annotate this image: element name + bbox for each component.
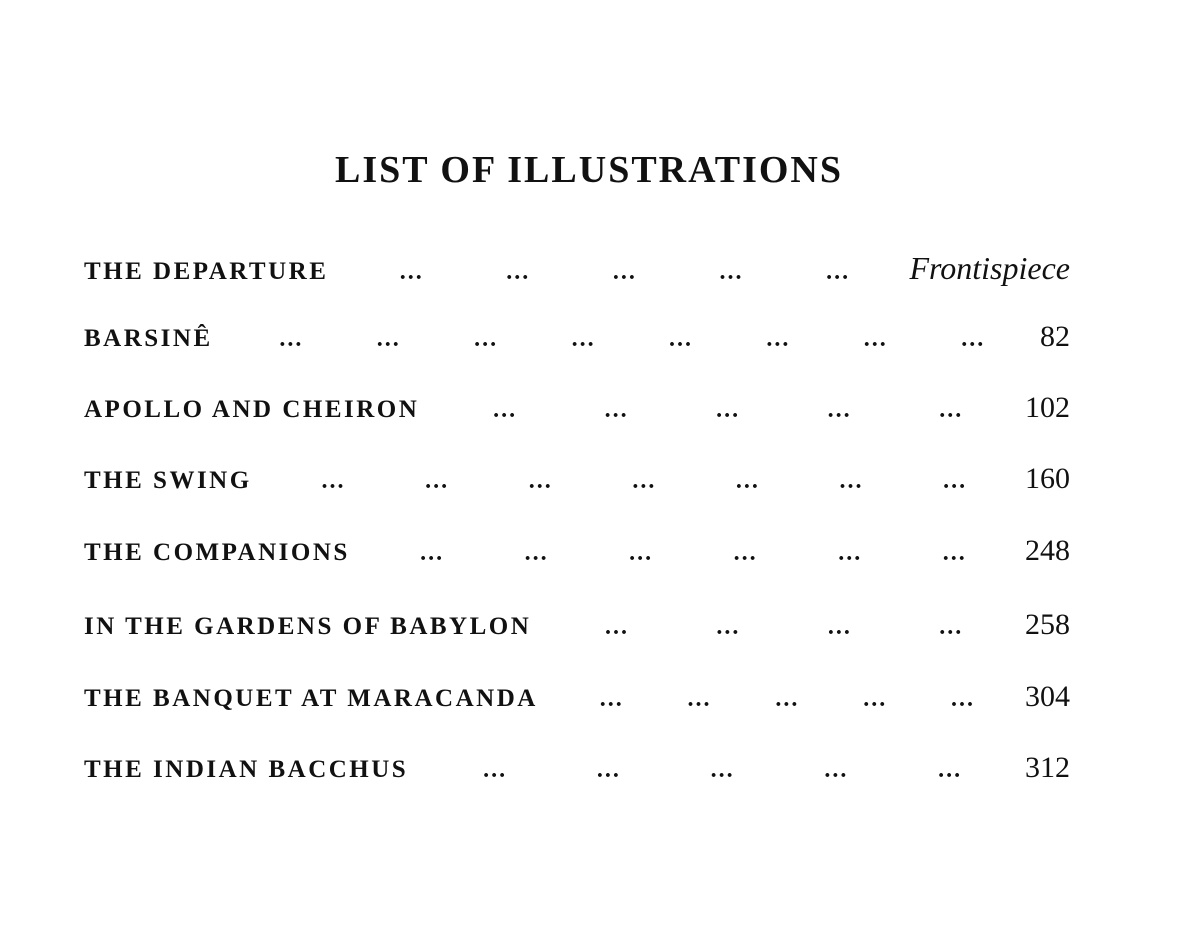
entry-page: 312 (1025, 751, 1070, 784)
dot-leader: ... (827, 614, 852, 640)
dot-leaders (328, 259, 909, 286)
page-title: LIST OF ILLUSTRATIONS (334, 149, 844, 191)
dot-leader: ... (863, 326, 888, 352)
dot-leader: ... (528, 468, 553, 494)
dot-leader: ... (632, 468, 657, 494)
entry-title: THE DEPARTURE (84, 258, 329, 285)
dot-leader: ... (839, 468, 864, 494)
dot-leader: ... (951, 686, 976, 712)
dot-leader: ... (321, 468, 346, 494)
entry-title: THE COMPANIONS (84, 539, 350, 566)
dot-leader: ... (425, 468, 450, 494)
entry-page: 102 (1025, 391, 1070, 424)
entry-page: 82 (1040, 320, 1070, 353)
dot-leaders (419, 397, 1025, 424)
dot-leaders (350, 540, 1025, 567)
list-item (84, 608, 1070, 648)
dot-leaders (408, 757, 1025, 784)
dot-leader: ... (506, 259, 531, 285)
entry-title: APOLLO AND CHEIRON (84, 396, 420, 423)
dot-leader: ... (961, 326, 986, 352)
entry-page: Frontispiece (909, 250, 1070, 286)
dot-leader: ... (826, 259, 851, 285)
dot-leader: ... (824, 757, 849, 783)
dot-leader: ... (943, 468, 968, 494)
dot-leader: ... (710, 757, 735, 783)
dot-leader: ... (668, 326, 693, 352)
dot-leader: ... (827, 397, 852, 423)
list-item (84, 462, 1070, 502)
dot-leader: ... (687, 686, 712, 712)
dot-leader: ... (716, 614, 741, 640)
dot-leader: ... (629, 540, 654, 566)
list-item (84, 534, 1070, 574)
entry-page: 248 (1025, 534, 1070, 567)
dot-leader: ... (524, 540, 549, 566)
dot-leaders (252, 468, 1025, 495)
dot-leader: ... (939, 614, 964, 640)
dot-leaders (213, 326, 1040, 353)
entry-title: THE SWING (84, 467, 252, 494)
list-item (84, 391, 1070, 431)
dot-leader: ... (733, 540, 758, 566)
entry-title: THE BANQUET AT MARACANDA (84, 685, 538, 712)
dot-leader: ... (775, 686, 800, 712)
dot-leader: ... (474, 326, 499, 352)
dot-leader: ... (719, 259, 744, 285)
dot-leader: ... (493, 397, 518, 423)
dot-leader: ... (716, 397, 741, 423)
entry-title: BARSINÊ (84, 325, 213, 352)
dot-leader: ... (483, 757, 508, 783)
dot-leader: ... (735, 468, 760, 494)
dot-leader: ... (599, 686, 624, 712)
list-item (84, 751, 1070, 791)
dot-leader: ... (279, 326, 304, 352)
dot-leader: ... (939, 397, 964, 423)
dot-leader: ... (376, 326, 401, 352)
entry-title: IN THE GARDENS OF BABYLON (84, 613, 532, 640)
dot-leader: ... (942, 540, 967, 566)
dot-leader: ... (838, 540, 863, 566)
entry-page: 160 (1025, 462, 1070, 495)
dot-leader: ... (612, 259, 637, 285)
dot-leader: ... (604, 397, 629, 423)
dot-leader: ... (605, 614, 629, 640)
dot-leader: ... (399, 259, 424, 285)
list-item (84, 250, 1070, 290)
dot-leader: ... (571, 326, 596, 352)
dot-leader: ... (596, 757, 621, 783)
entry-page: 258 (1025, 608, 1070, 641)
dot-leader: ... (766, 326, 791, 352)
list-item (84, 320, 1070, 360)
list-item (84, 680, 1070, 720)
dot-leader: ... (863, 686, 888, 712)
dot-leader: ... (938, 757, 963, 783)
dot-leader: ... (420, 540, 445, 566)
dot-leaders (538, 686, 1025, 713)
entry-page: 304 (1025, 680, 1070, 713)
dot-leaders (531, 614, 1025, 641)
entry-title: THE INDIAN BACCHUS (84, 756, 409, 783)
